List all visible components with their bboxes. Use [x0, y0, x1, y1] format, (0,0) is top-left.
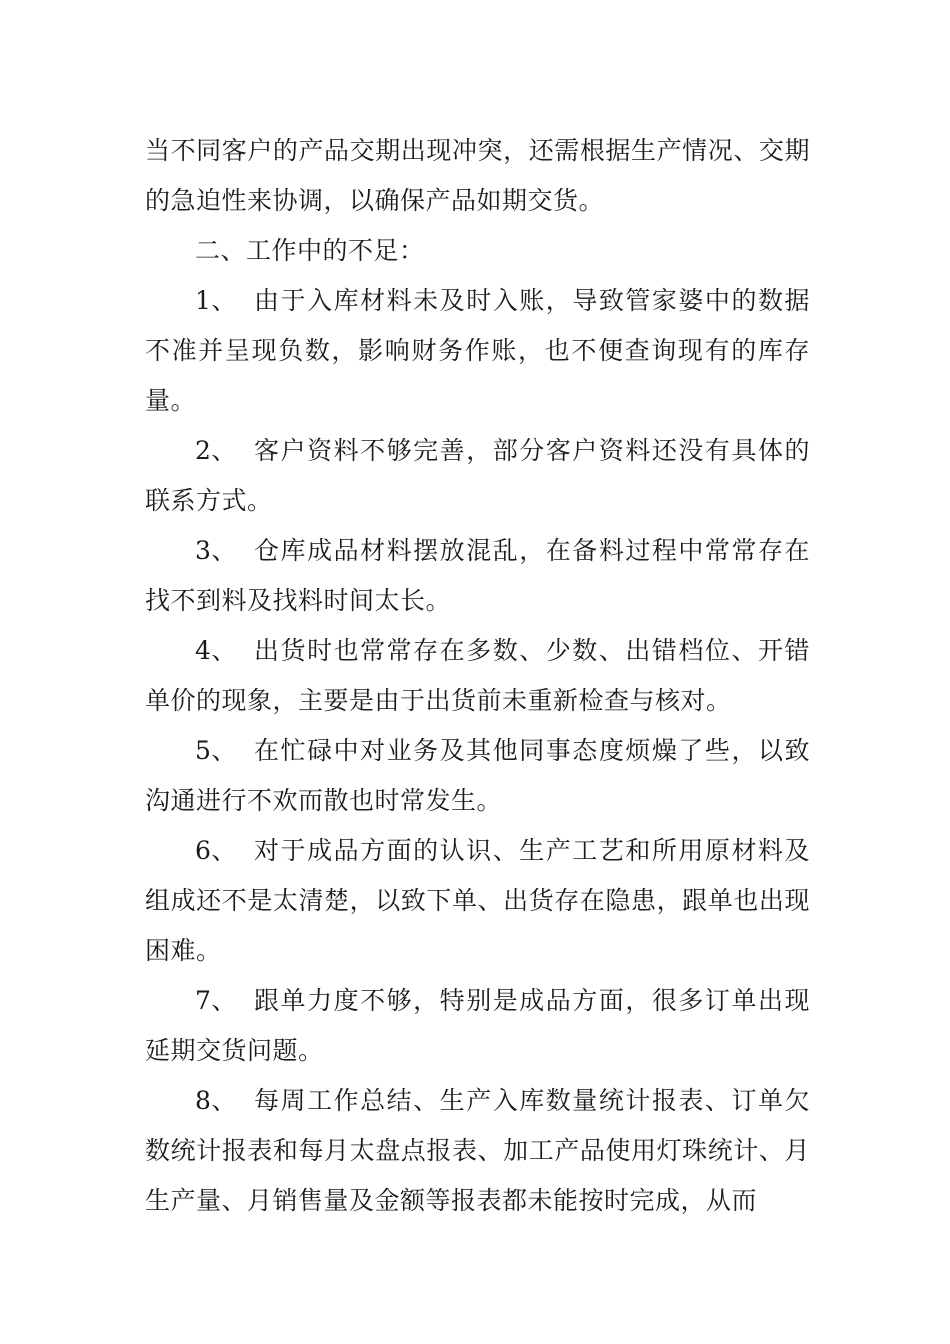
- item-text: 每周工作总结、生产入库数量统计报表、订单欠数统计报表和每月太盘点报表、加工产品使用灯珠统计、月生产量、月销售量及金额等报表都未能按时完成，从而: [145, 1086, 810, 1215]
- continuation-paragraph: 当不同客户的产品交期出现冲突，还需根据生产情况、交期的急迫性来协调，以确保产品如期交货。: [145, 136, 810, 215]
- item-number: 4、: [195, 636, 237, 665]
- item-text: 对于成品方面的认识、生产工艺和所用原材料及组成还不是太清楚，以致下单、出货存在隐患，跟单也出现困难。: [145, 836, 810, 965]
- item-text: 仓库成品材料摆放混乱，在备料过程中常常存在找不到料及找料时间太长。: [145, 536, 810, 615]
- item-text: 在忙碌中对业务及其他同事态度烦燥了些，以致沟通进行不欢而散也时常发生。: [145, 736, 810, 815]
- item-number: 2、: [195, 436, 237, 465]
- item-text: 跟单力度不够，特别是成品方面，很多订单出现延期交货问题。: [145, 986, 810, 1065]
- list-item: [145, 976, 810, 1076]
- document-body: [145, 126, 810, 1226]
- list-item: [145, 1076, 810, 1226]
- item-text: 由于入库材料未及时入账，导致管家婆中的数据不准并呈现负数，影响财务作账，也不便查询现有的库存量。: [145, 286, 810, 415]
- item-number: 1、: [195, 286, 237, 315]
- item-number: 7、: [195, 986, 237, 1015]
- item-number: 8、: [195, 1086, 237, 1115]
- item-number: 3、: [195, 536, 237, 565]
- item-number: 5、: [195, 736, 237, 765]
- list-item: [145, 276, 810, 426]
- item-number: 6、: [195, 836, 237, 865]
- list-item: [145, 526, 810, 626]
- item-text: 出货时也常常存在多数、少数、出错档位、开错单价的现象，主要是由于出货前未重新检查与核对。: [145, 636, 810, 715]
- section-heading: 二、工作中的不足：: [195, 236, 425, 265]
- list-item: [145, 626, 810, 726]
- list-item: [145, 826, 810, 976]
- item-text: 客户资料不够完善，部分客户资料还没有具体的联系方式。: [145, 436, 810, 515]
- list-item: [145, 726, 810, 826]
- list-item: [145, 426, 810, 526]
